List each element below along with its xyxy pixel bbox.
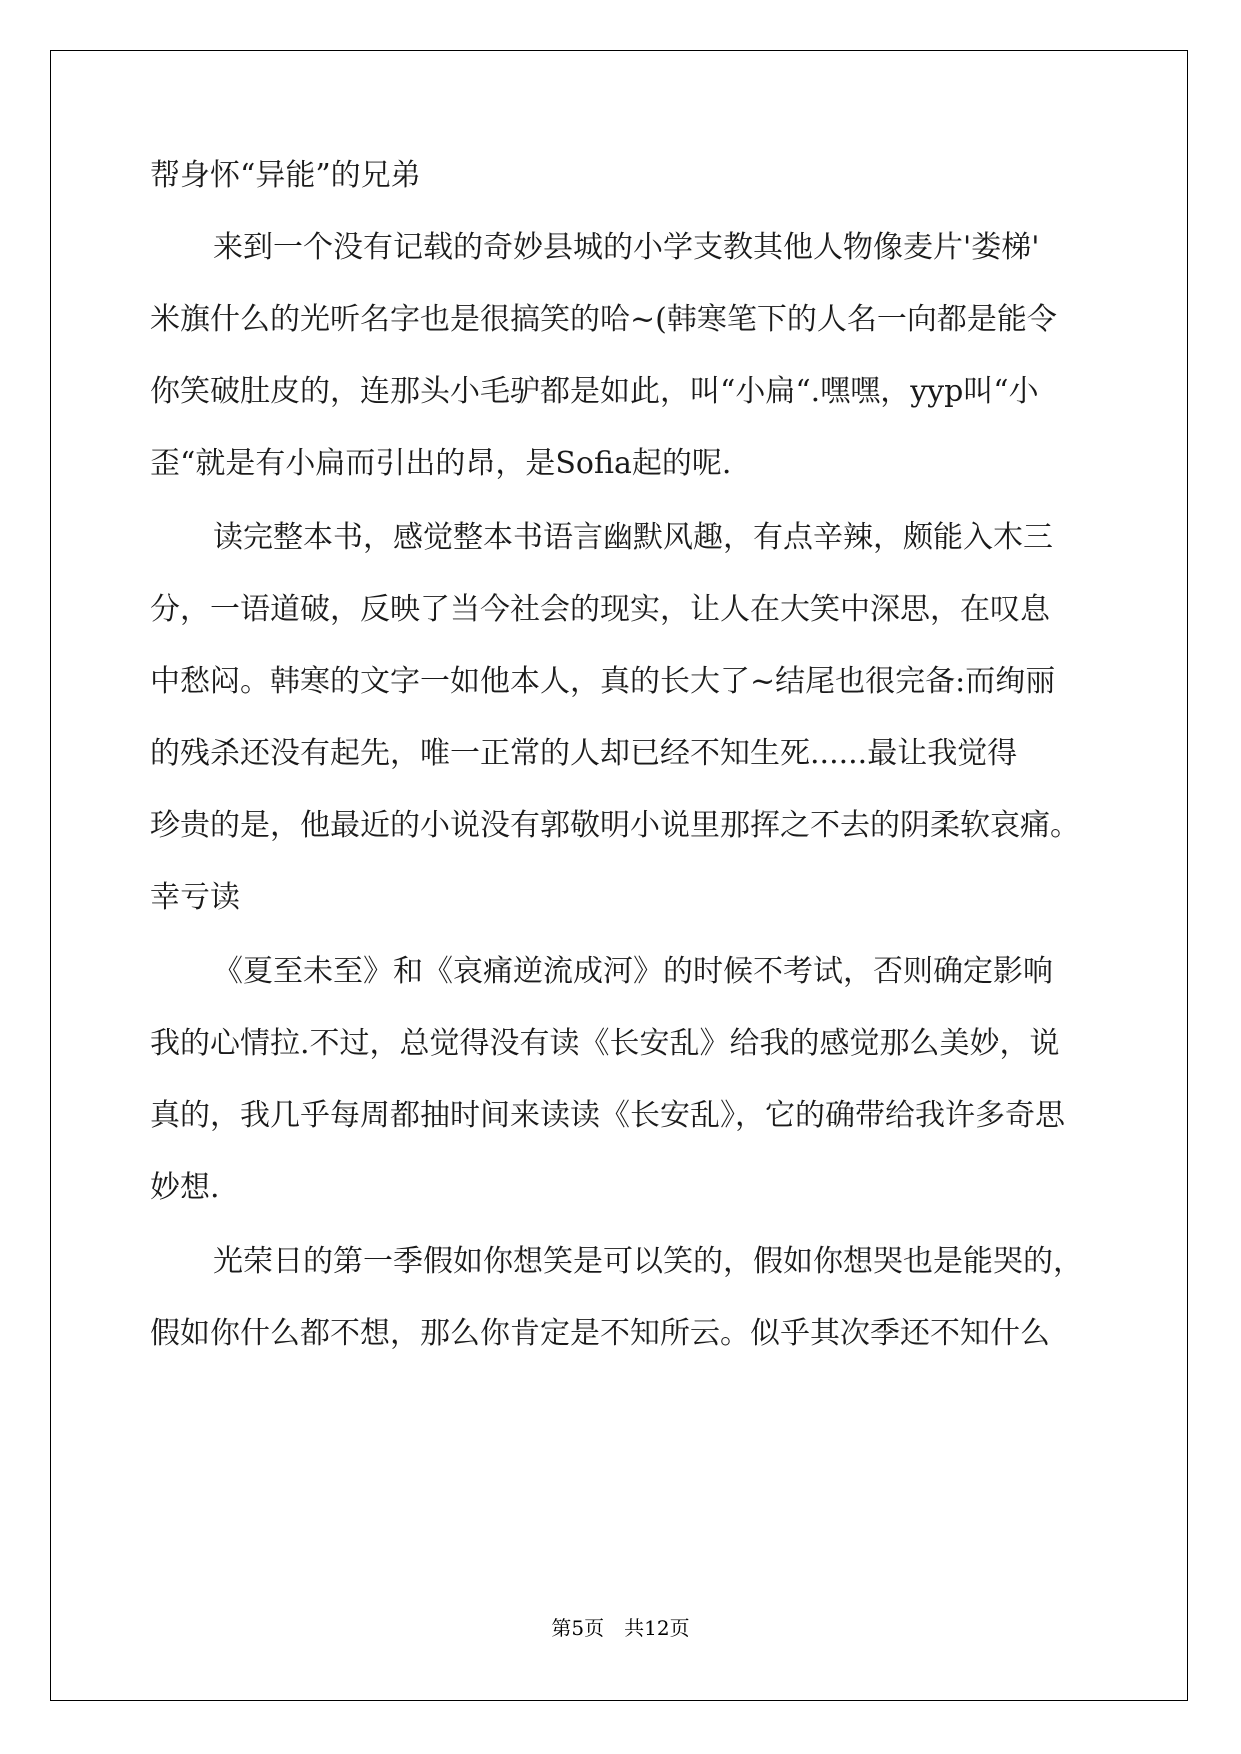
text-line: 光荣日的第一季假如你想笑是可以笑的，假如你想哭也是能哭的，: [213, 1244, 1083, 1279]
text-line: 珍贵的是，他最近的小说没有郭敬明小说里那挥之不去的阴柔软哀痛。: [150, 808, 1080, 843]
text-line: 你笑破肚皮的，连那头小毛驴都是如此，叫“小扁“.嘿嘿，yyp叫“小: [150, 374, 1039, 409]
page-border: [50, 50, 1188, 1701]
text-line: 真的，我几乎每周都抽时间来读读《长安乱》，它的确带给我许多奇思: [150, 1098, 1065, 1133]
text-line: 幸亏读: [150, 880, 240, 915]
text-line: 中愁闷。韩寒的文字一如他本人，真的长大了~结尾也很完备:而绚丽: [150, 664, 1056, 699]
page-footer: 第5页 共12页: [551, 1616, 690, 1640]
text-line: 《夏至未至》和《哀痛逆流成河》的时候不考试，否则确定影响: [213, 954, 1053, 989]
text-line: 米旗什么的光听名字也是很搞笑的哈~(韩寒笔下的人名一向都是能令: [150, 302, 1057, 337]
text-line: 歪“就是有小扁而引出的昂，是Sofia起的呢.: [150, 446, 732, 481]
text-line: 妙想.: [150, 1170, 220, 1205]
text-line: 我的心情拉.不过，总觉得没有读《长安乱》给我的感觉那么美妙，说: [150, 1026, 1060, 1061]
text-line: 帮身怀“异能”的兄弟: [150, 158, 421, 193]
text-line: 分，一语道破，反映了当今社会的现实，让人在大笑中深思，在叹息: [150, 592, 1050, 627]
text-line: 读完整本书，感觉整本书语言幽默风趣，有点辛辣，颇能入木三: [213, 520, 1053, 555]
text-line: 来到一个没有记载的奇妙县城的小学支教其他人物像麦片'娄梯': [213, 230, 1040, 265]
text-line: 假如你什么都不想，那么你肯定是不知所云。似乎其次季还不知什么: [150, 1316, 1050, 1351]
text-line: 的残杀还没有起先，唯一正常的人却已经不知生死......最让我觉得: [150, 736, 1018, 771]
